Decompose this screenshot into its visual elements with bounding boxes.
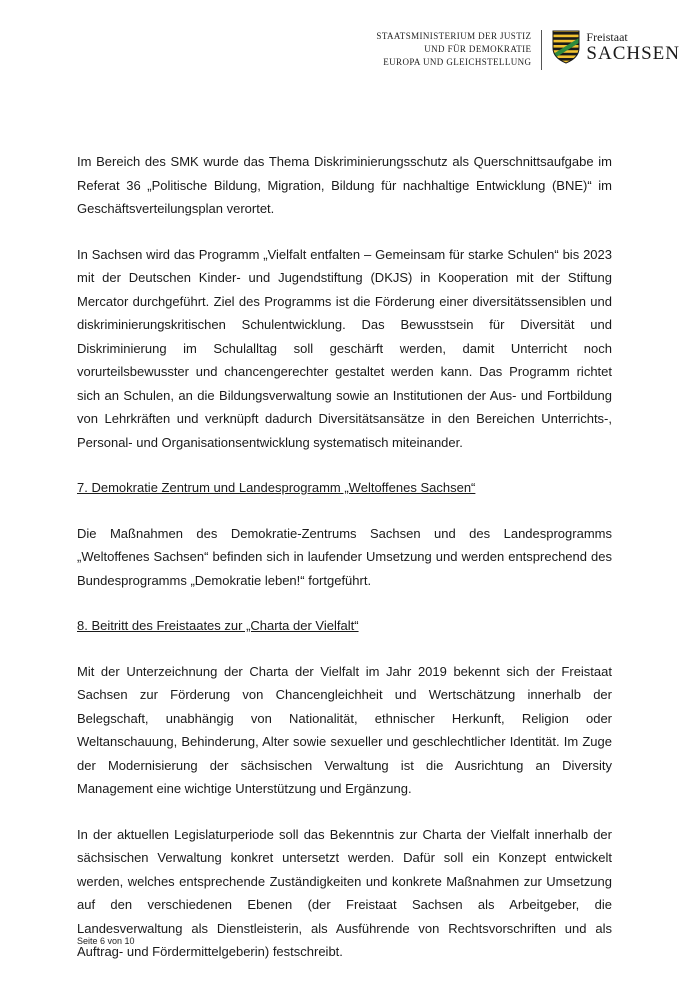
ministry-line-3: EUROPA UND GLEICHSTELLUNG xyxy=(383,57,532,67)
paragraph-charta-unterzeichnung: Mit der Unterzeichnung der Charta der Vielfalt im Jahr 2019 bekennt sich der Freistaat Sachsen zur Förderung von Chancengleichheit und Wertschätzung innerhalb der Belegschaft, unabhängig von Nationalität, ethnischer Herkunft, Religion oder Weltanschauung, Behinderung, Alter sowie sexueller und geschlechtlicher Identität. Im Zuge der Modernisierung der sächsischen Verwaltung ist die Ausrichtung an Diversity Management eine wichtige Unterstützung und Ergänzung. xyxy=(77,663,612,796)
paragraph-vielfalt-entfalten: In Sachsen wird das Programm „Vielfalt entfalten – Gemeinsam für starke Schulen“ bis 2023 mit der Deutschen Kinder- und Jugendstiftung (DKJS) in Kooperation mit der Stiftung Mercator durchgeführt. Ziel des Programms ist die Förderung einer diversitätssensiblen und diskriminierungskritischen Schulentwicklung. Das Bewusstsein für Diversität und Diskriminierung im Schulalltag soll geschärft werden, damit Unterricht noch vorurteilsbewusster und chancengerechter gestaltet werden kann. Das Programm richtet sich an Schulen, an die Bildungsverwaltung sowie an Institutionen der Aus- und Fortbildung von Lehrkräften und verknüpft dadurch Diversitätsansätze in den Bereichen Unterrichts-, Personal- und Organisationsentwicklung systematisch miteinander. xyxy=(77,246,612,450)
page-number: Seite 6 von 10 xyxy=(77,936,135,946)
document-body xyxy=(77,150,612,964)
ministry-line-1: STAATSMINISTERIUM DER JUSTIZ xyxy=(376,31,532,41)
state-wordmark xyxy=(586,30,680,63)
ministry-line-2: UND FÜR DEMOKRATIE xyxy=(424,44,532,54)
letterhead xyxy=(376,30,680,70)
ministry-name xyxy=(376,30,542,70)
saxony-coat-of-arms-icon xyxy=(552,30,580,64)
section-heading-8: 8. Beitritt des Freistaates zur „Charta der Vielfalt“ xyxy=(77,618,359,633)
paragraph-smk: Im Bereich des SMK wurde das Thema Diskriminierungsschutz als Querschnittsaufgabe im Referat 36 „Politische Bildung, Migration, Bildung für nachhaltige Entwicklung (BNE)“ im Geschäftsverteilungsplan verortet. xyxy=(77,154,612,216)
paragraph-demokratie-zentrum: Die Maßnahmen des Demokratie-Zentrums Sachsen und des Landesprogramms „Weltoffenes Sachsen“ befinden sich in laufender Umsetzung und werden entsprechend des Bundesprogramms „Demokratie leben!“ fortgeführt. xyxy=(77,525,612,588)
paragraph-legislaturperiode: In der aktuellen Legislaturperiode soll das Bekenntnis zur Charta der Vielfalt innerhalb der sächsischen Verwaltung konkret untersetzt werden. Dafür soll ein Konzept entwickelt werden, welches entsprechende Zuständigkeiten und konkrete Maßnahmen zur Umsetzung auf den verschiedenen Ebenen (der Freistaat Sachsen als Arbeitgeber, die Landesverwaltung als Dienstleisterin, als Ausführende von Rechtsvorschriften und als Auftrag- und Fördermittelgeberin) festschreibt. xyxy=(77,826,612,959)
state-wordmark-big: SACHSEN xyxy=(586,43,680,64)
state-wordmark-small: Freistaat xyxy=(586,30,628,44)
section-heading-7: 7. Demokratie Zentrum und Landesprogramm „Weltoffenes Sachsen“ xyxy=(77,480,476,495)
